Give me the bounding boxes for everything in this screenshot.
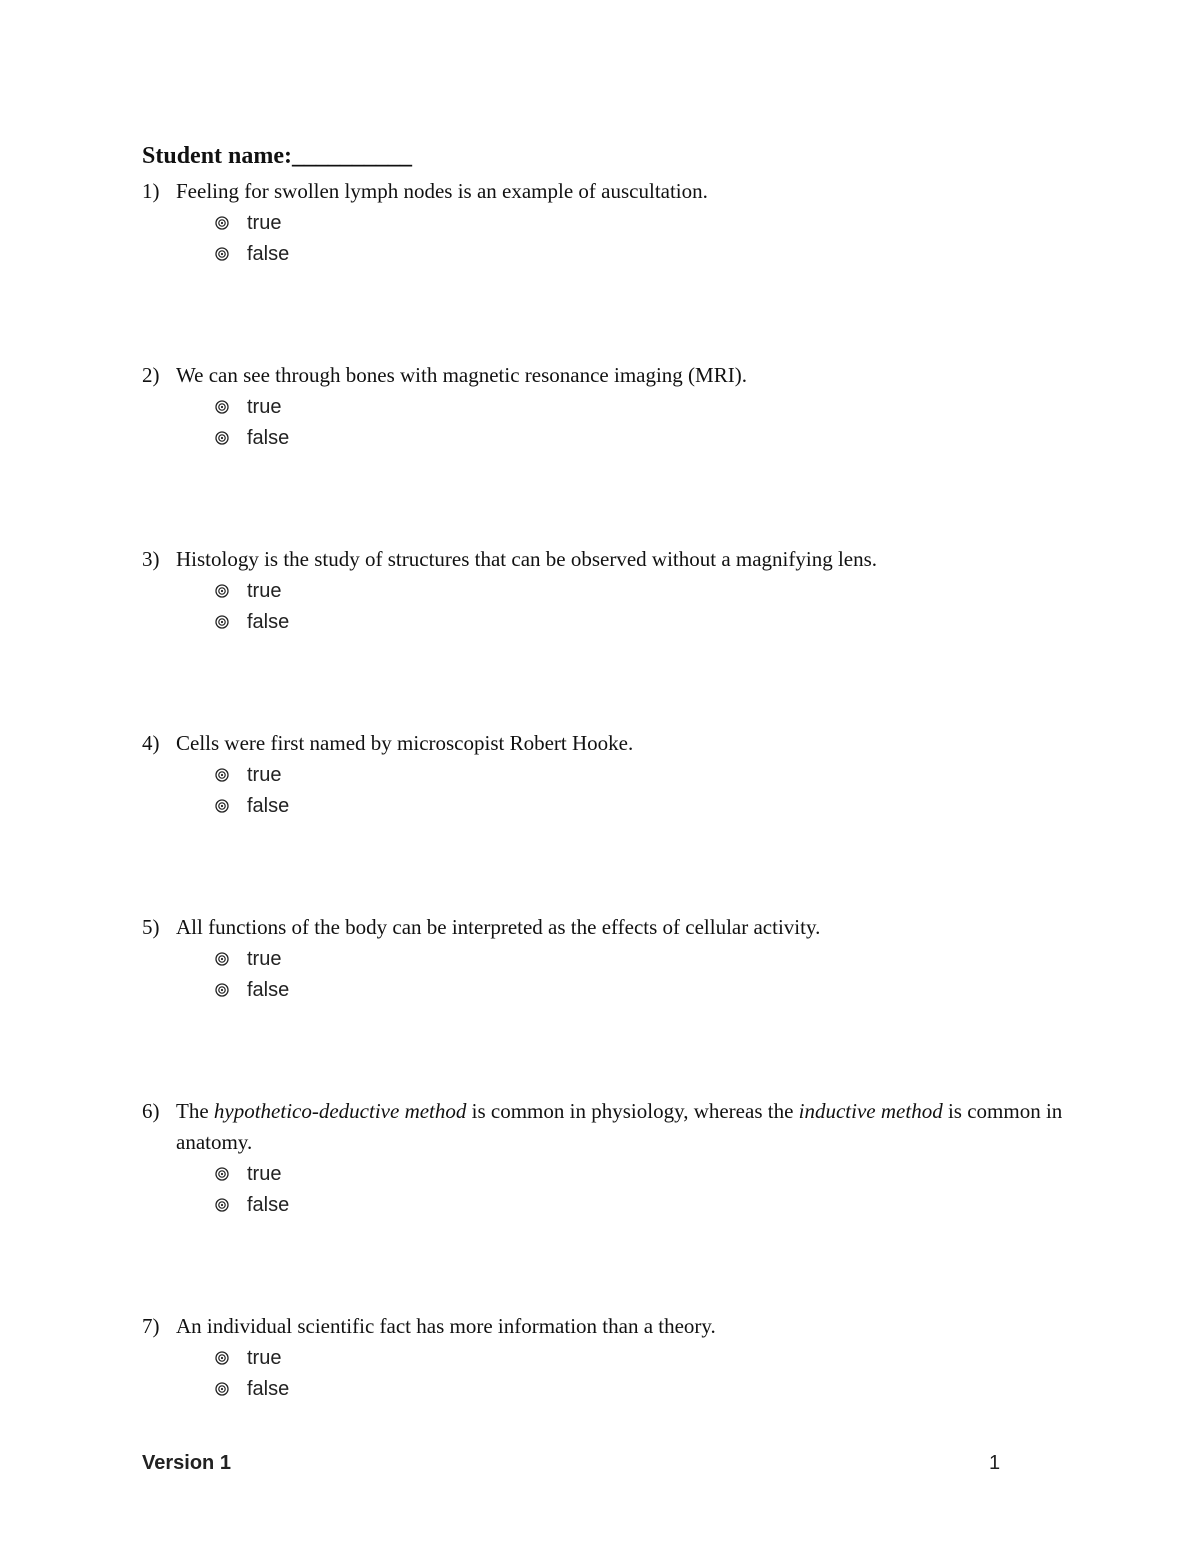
option-label: false	[247, 795, 290, 817]
question-number: 3)	[142, 547, 160, 571]
option-label: true	[247, 764, 282, 786]
option-true[interactable]	[142, 943, 1082, 974]
option-true[interactable]	[142, 575, 1082, 606]
radio-target-icon	[215, 952, 229, 966]
option-label: false	[247, 1378, 290, 1400]
option-true[interactable]	[142, 759, 1082, 790]
radio-target-icon	[215, 983, 229, 997]
option-list	[142, 207, 1082, 269]
radio-target-icon	[215, 584, 229, 598]
question-text-part: The	[176, 1099, 214, 1123]
option-label: true	[247, 580, 282, 602]
question-text: All functions of the body can be interpreted as the effects of cellular activity.	[176, 915, 821, 939]
option-label: false	[247, 611, 290, 633]
option-false[interactable]	[142, 1189, 1082, 1220]
option-label: false	[247, 979, 290, 1001]
question-text: An individual scientific fact has more information than a theory.	[176, 1314, 716, 1338]
question-4	[142, 728, 1082, 821]
question-number: 4)	[142, 731, 160, 755]
option-false[interactable]	[142, 606, 1082, 637]
option-true[interactable]	[142, 1342, 1082, 1373]
question-text: Histology is the study of structures that can be observed without a magnifying lens.	[176, 547, 878, 571]
radio-target-icon	[215, 1167, 229, 1181]
radio-target-icon	[215, 799, 229, 813]
question-list	[142, 176, 1082, 1404]
option-list	[142, 943, 1082, 1005]
option-list	[142, 1342, 1082, 1404]
radio-target-icon	[215, 216, 229, 230]
question-text-part: is common in physiology, whereas the	[466, 1099, 799, 1123]
question-text: Feeling for swollen lymph nodes is an example of auscultation.	[176, 179, 708, 203]
question-number: 1)	[142, 179, 160, 203]
question-3	[142, 544, 1082, 637]
option-false[interactable]	[142, 422, 1082, 453]
question-text-emphasis: hypothetico-deductive method	[213, 1099, 467, 1123]
radio-target-icon	[215, 400, 229, 414]
option-label: false	[247, 427, 290, 449]
option-list	[142, 575, 1082, 637]
option-true[interactable]	[142, 391, 1082, 422]
question-number: 6)	[142, 1099, 160, 1123]
student-name-label: Student name:__________	[142, 143, 413, 169]
radio-target-icon	[215, 1382, 229, 1396]
footer-version: Version 1	[142, 1452, 231, 1474]
option-true[interactable]	[142, 207, 1082, 238]
radio-target-icon	[215, 431, 229, 445]
radio-target-icon	[215, 615, 229, 629]
question-text-emphasis: inductive method	[798, 1099, 943, 1123]
option-true[interactable]	[142, 1158, 1082, 1189]
question-5	[142, 912, 1082, 1005]
option-list	[142, 391, 1082, 453]
option-label: true	[247, 1163, 282, 1185]
radio-target-icon	[215, 1351, 229, 1365]
option-false[interactable]	[142, 790, 1082, 821]
question-number: 5)	[142, 915, 160, 939]
question-text: We can see through bones with magnetic resonance imaging (MRI).	[176, 363, 747, 387]
option-list	[142, 1158, 1082, 1220]
footer-page-number: 1	[989, 1452, 1001, 1474]
question-text-part: is common in anatomy.	[176, 1099, 1063, 1154]
radio-target-icon	[215, 247, 229, 261]
question-2	[142, 360, 1082, 453]
option-label: false	[247, 1194, 290, 1216]
question-7	[142, 1311, 1082, 1404]
question-number: 7)	[142, 1314, 160, 1338]
option-label: true	[247, 1347, 282, 1369]
question-number: 2)	[142, 363, 160, 387]
question-1	[142, 176, 1082, 269]
option-label: true	[247, 396, 282, 418]
radio-target-icon	[215, 1198, 229, 1212]
radio-target-icon	[215, 768, 229, 782]
question-6	[142, 1096, 1082, 1220]
option-label: false	[247, 243, 290, 265]
option-label: true	[247, 212, 282, 234]
option-false[interactable]	[142, 1373, 1082, 1404]
question-text	[176, 1096, 1082, 1158]
option-label: true	[247, 948, 282, 970]
question-text: Cells were first named by microscopist Robert Hooke.	[176, 731, 634, 755]
option-list	[142, 759, 1082, 821]
option-false[interactable]	[142, 974, 1082, 1005]
option-false[interactable]	[142, 238, 1082, 269]
